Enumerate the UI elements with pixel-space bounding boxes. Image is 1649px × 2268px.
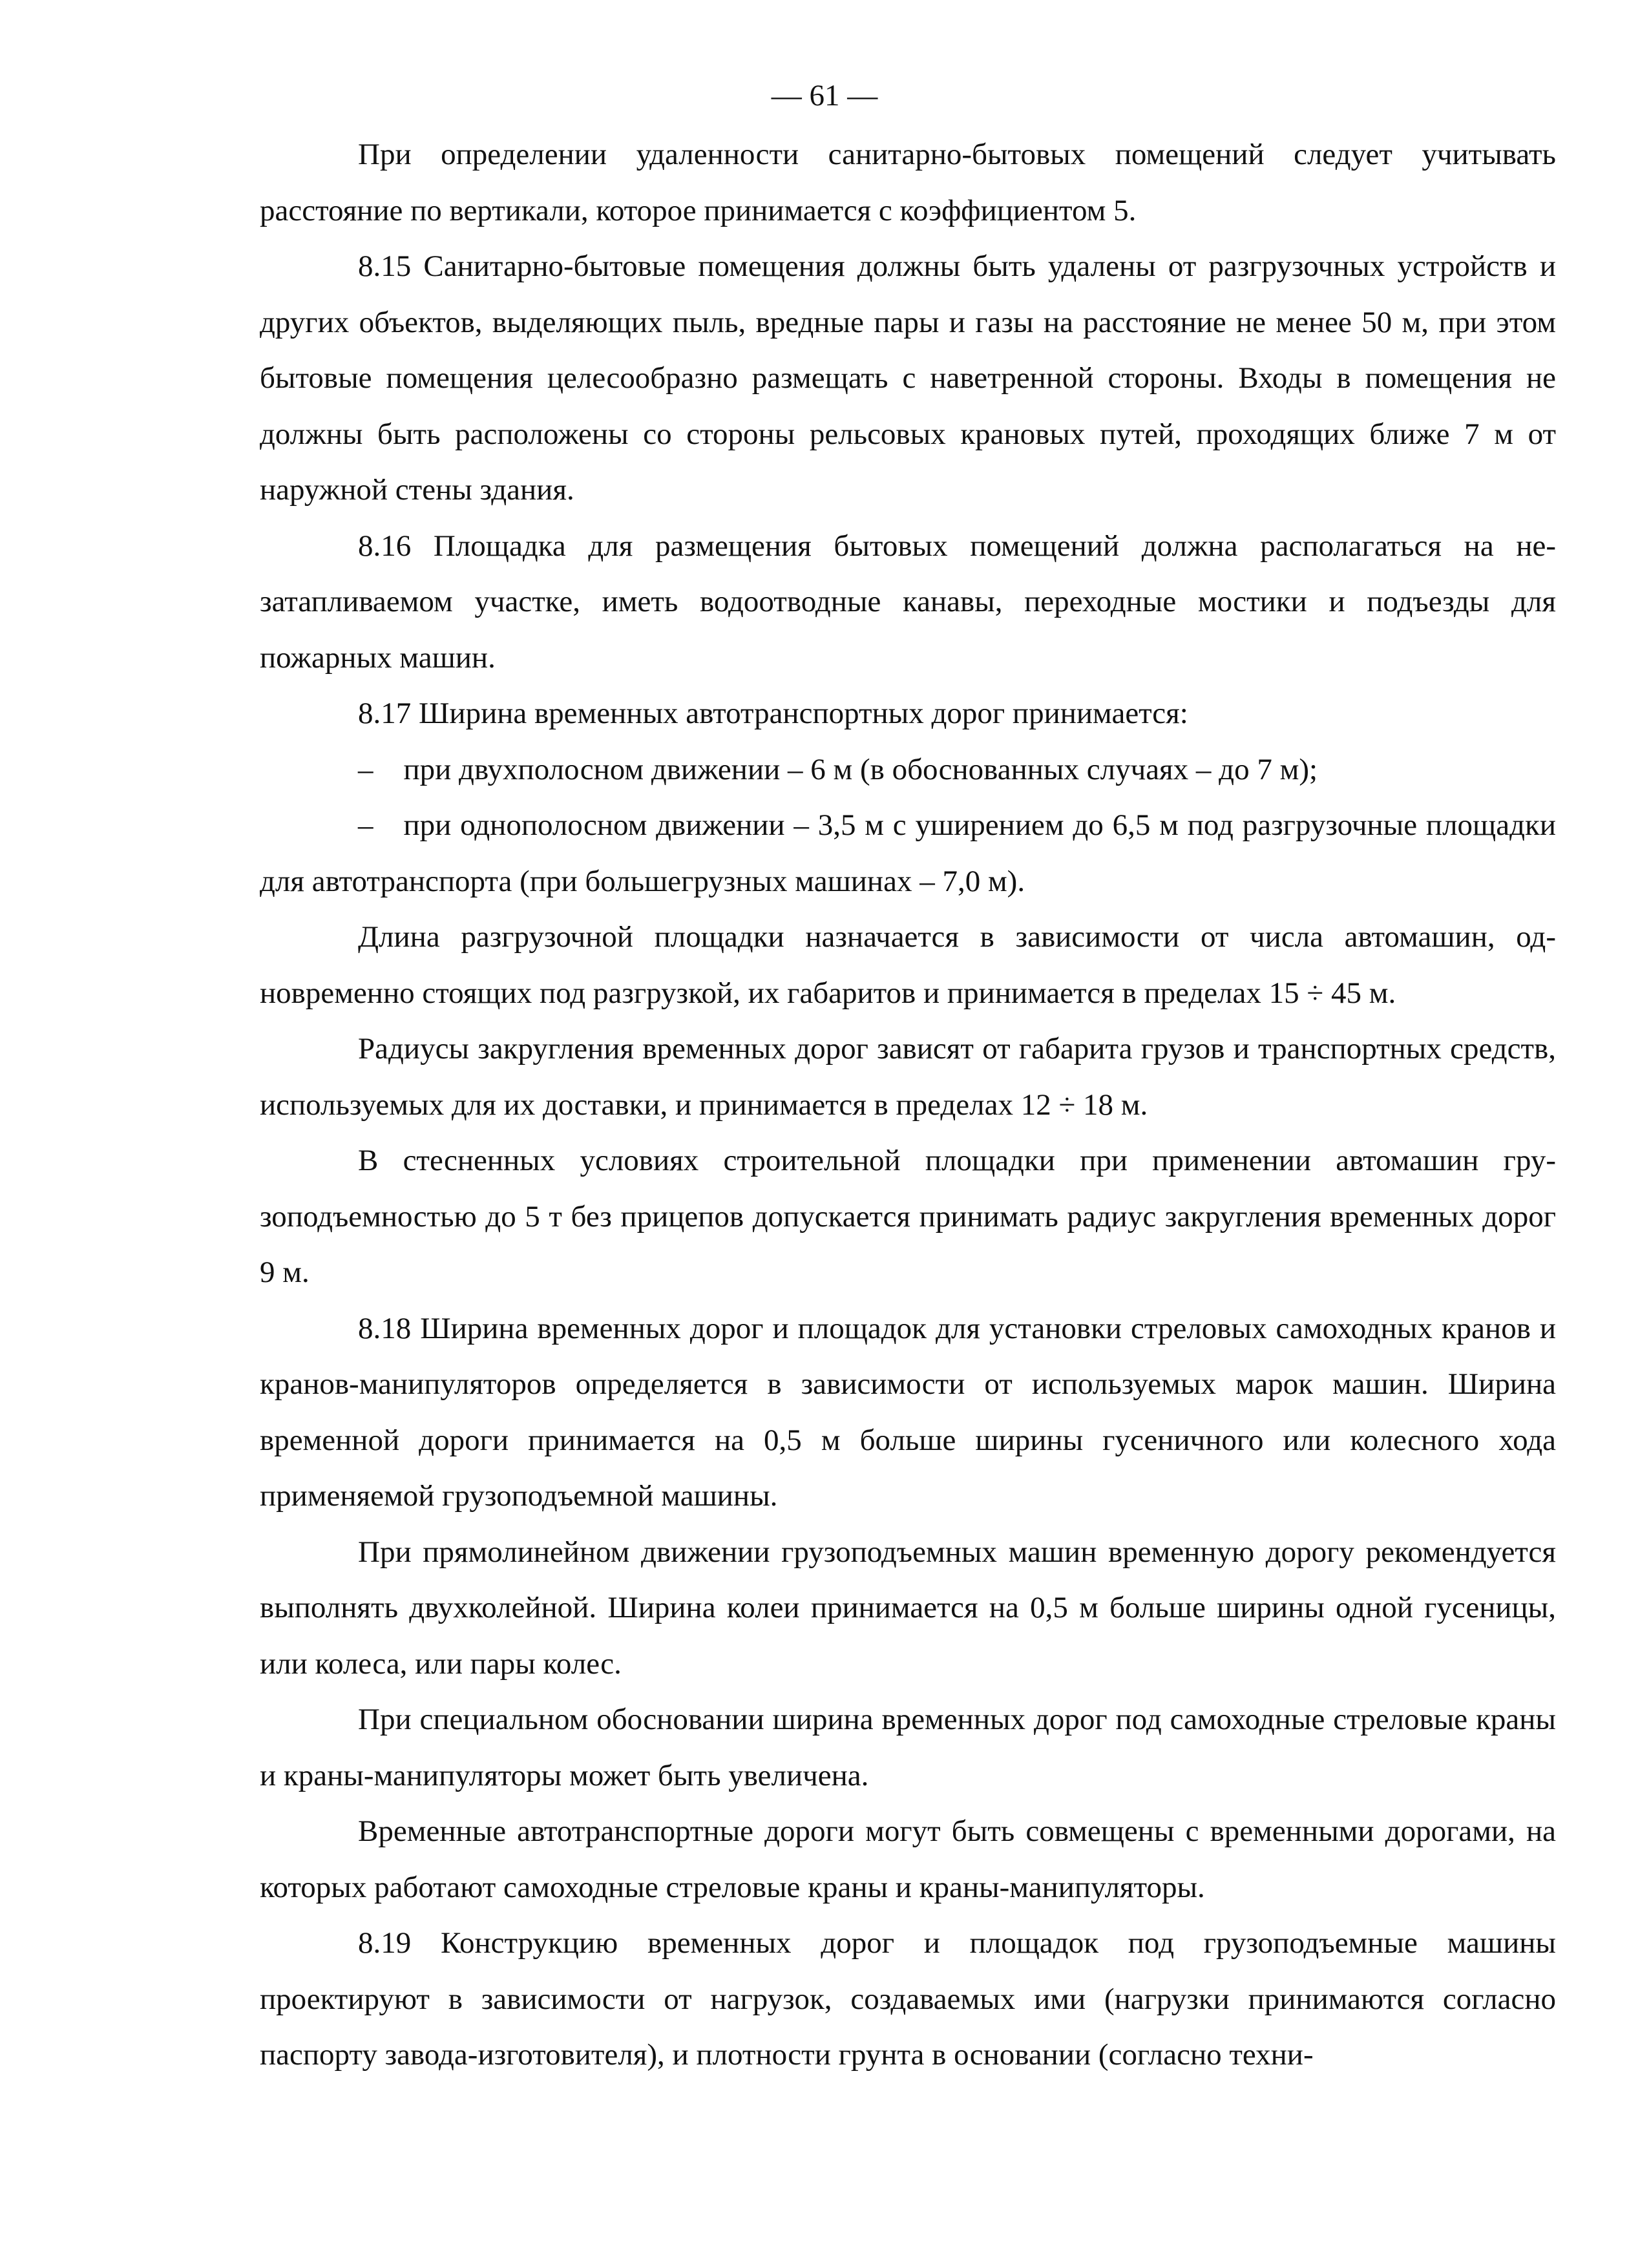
- paragraph-8-18: 8.18 Ширина временных дорог и площадок для установки стреловых самоходных кранов и кранов-манипуляторов определяется в зависимости от используемых марок машин. Ширина временной дороги принимается на 0,5 м больше ширины гусеничного или колесного хода применяемой грузоподъемной машины.: [260, 1311, 1556, 1513]
- paragraph-8-16: 8.16 Площадка для размещения бытовых помещений должна располагаться на незатапливаемом участке, иметь водоотводные канавы, переходные мостики и подъезды для пожарных машин.: [260, 529, 1556, 675]
- paragraph-8-17: 8.17 Ширина временных автотранспортных дорог принимается:: [358, 697, 1188, 730]
- paragraph-8-15: 8.15 Санитарно-бытовые помещения должны быть удалены от разгрузочных устройств и других объектов, выделяющих пыль, вредные пары и газы на расстояние не менее 50 м, при этом бытовые помещения целесообразно размещать с наветренной стороны. Входы в помещения не должны быть расположены со стороны рельсовых крановых путей, проходящих ближе 7 м от наружной стены здания.: [260, 249, 1556, 507]
- list-item-two-lane: – при двухполосном движении – 6 м (в обоснованных случаях – до 7 м);: [358, 752, 1318, 786]
- body-text: [260, 127, 1556, 2083]
- paragraph: В стесненных условиях строительной площадки при применении автомашин грузоподъемностью до 5 т без прицепов допускается принимать радиус закругления временных дорог 9 м.: [260, 1144, 1556, 1289]
- paragraph: Временные автотранспортные дороги могут быть совмещены с временными дорогами, на которых работают самоходные стреловые краны и краны-манипуляторы.: [260, 1814, 1556, 1904]
- paragraph: Радиусы закругления временных дорог зависят от габарита грузов и транспортных средств, используемых для их доставки, и принимается в пределах 12 ÷ 18 м.: [260, 1032, 1556, 1122]
- paragraph: При специальном обосновании ширина временных дорог под самоходные стреловые краны и краны-манипуляторы может быть увеличена.: [260, 1703, 1556, 1792]
- list-item-one-lane: – при однополосном движении – 3,5 м с уширением до 6,5 м под разгрузочные площадки для автотранспорта (при большегрузных машинах – 7,0 м).: [260, 808, 1556, 898]
- paragraph: При определении удаленности санитарно-бытовых помещений следует учитывать расстояние по вертикали, которое принимается с коэффициентом 5.: [260, 138, 1556, 227]
- page-number: — 61 —: [771, 79, 878, 112]
- paragraph-8-19: 8.19 Конструкцию временных дорог и площадок под грузоподъемные машины проектируют в зависимости от нагрузок, создаваемых ими (нагрузки принимаются согласно паспорту завода-изготовителя), и плотности грунта в основании (согласно техни-: [260, 1926, 1556, 2072]
- paragraph: При прямолинейном движении грузоподъемных машин временную дорогу рекомендуется выполнять двухколейной. Ширина колеи принимается на 0,5 м больше ширины одной гусеницы, или колеса, или пары колес.: [260, 1535, 1556, 1681]
- paragraph: Длина разгрузочной площадки назначается в зависимости от числа автомашин, одновременно стоящих под разгрузкой, их габаритов и принимается в пределах 15 ÷ 45 м.: [260, 920, 1556, 1010]
